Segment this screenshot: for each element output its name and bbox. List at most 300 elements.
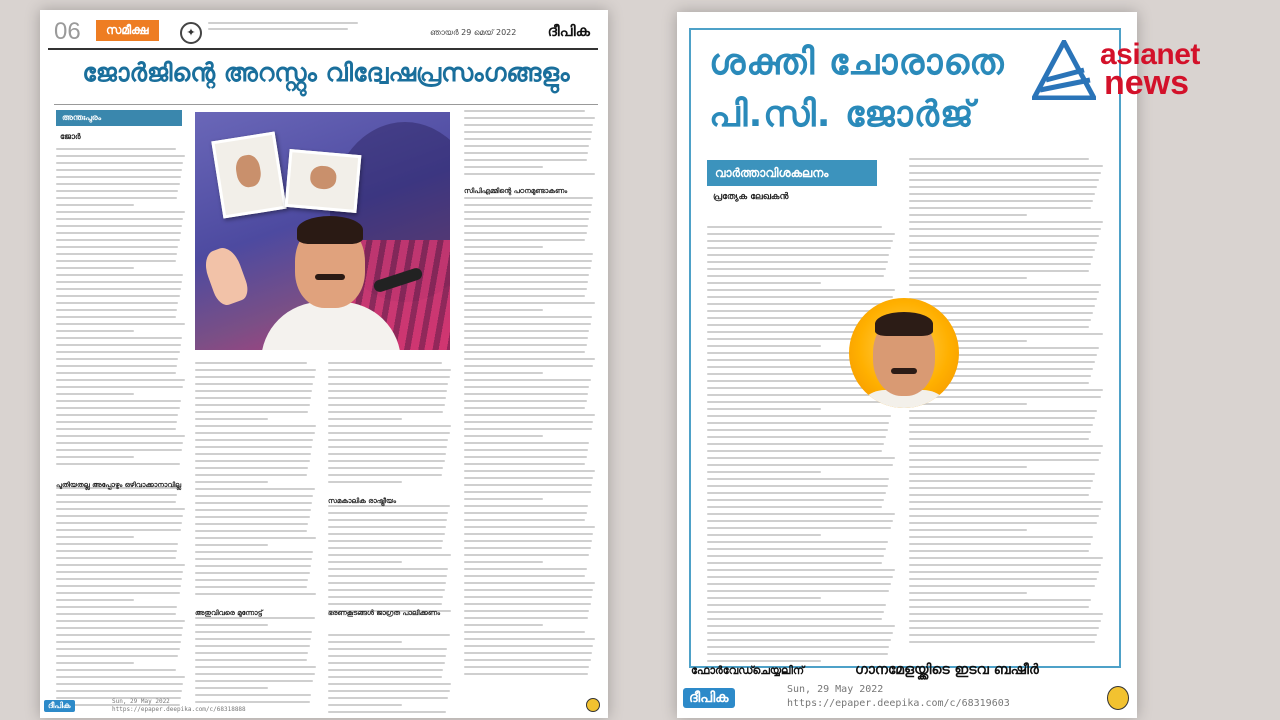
mascot-icon <box>586 698 600 712</box>
text-line <box>195 418 268 420</box>
text-line <box>464 582 595 584</box>
text-line <box>707 520 893 522</box>
text-line <box>56 344 181 346</box>
text-line <box>56 281 182 283</box>
text-line <box>909 186 1097 188</box>
text-line <box>909 592 1027 594</box>
text-line <box>707 485 888 487</box>
text-line <box>328 554 451 556</box>
text-line <box>464 288 587 290</box>
text-line <box>707 499 884 501</box>
text-line <box>464 547 591 549</box>
text-line <box>328 596 443 598</box>
text-line <box>464 365 593 367</box>
text-line <box>195 593 316 595</box>
asianet-logo-icon <box>1032 40 1096 100</box>
text-line <box>56 211 185 213</box>
text-line <box>464 281 588 283</box>
text-line <box>707 247 891 249</box>
watermark-word-2: news <box>1104 64 1190 102</box>
text-line <box>328 512 448 514</box>
text-line <box>195 551 313 553</box>
text-line <box>56 414 178 416</box>
page-header <box>48 16 598 50</box>
text-line <box>464 316 592 318</box>
text-line <box>56 295 180 297</box>
bottom-strip <box>687 662 1127 682</box>
text-line <box>707 254 889 256</box>
text-line <box>56 571 183 573</box>
text-line <box>328 390 447 392</box>
text-line <box>909 158 1089 160</box>
text-line <box>909 207 1091 209</box>
text-line <box>909 235 1099 237</box>
text-line <box>56 515 183 517</box>
text-line <box>195 537 316 539</box>
text-line <box>195 432 315 434</box>
text-line <box>707 597 821 599</box>
text-line <box>909 179 1099 181</box>
text-line <box>464 463 585 465</box>
mascot-icon <box>1107 686 1129 710</box>
text-line <box>195 439 313 441</box>
teaser-left: ഫോർവേഡ്ചെയ്യലിന് <box>691 664 805 677</box>
text-line <box>56 183 180 185</box>
section-label: സമീക്ഷ <box>96 20 159 41</box>
text-line <box>707 310 889 312</box>
text-line <box>707 548 886 550</box>
text-line <box>328 533 445 535</box>
text-line <box>464 505 588 507</box>
text-line <box>328 404 445 406</box>
footer-url[interactable]: https://epaper.deepika.com/c/68318888 <box>112 706 246 713</box>
text-line <box>909 487 1091 489</box>
kicker-label: വാർത്താവിശകലനം <box>707 160 877 186</box>
text-line <box>909 501 1103 503</box>
text-line <box>56 176 181 178</box>
text-line <box>464 274 589 276</box>
text-line <box>328 432 450 434</box>
text-line <box>707 513 895 515</box>
text-line <box>464 449 588 451</box>
text-line <box>909 550 1089 552</box>
text-line <box>707 464 893 466</box>
text-line <box>464 645 593 647</box>
text-line <box>56 522 182 524</box>
emblem-icon: ✦ <box>180 22 202 44</box>
text-line <box>56 564 185 566</box>
text-line <box>464 173 595 175</box>
text-line <box>707 443 884 445</box>
text-line <box>464 131 592 133</box>
text-line <box>464 246 543 248</box>
text-line <box>56 557 176 559</box>
text-line <box>464 575 585 577</box>
text-line <box>56 372 176 374</box>
subhead: പുതിയതല്ല അപ്പോഴും ഒഴിവാക്കാനാവില്ല <box>56 481 182 489</box>
text-line <box>195 376 315 378</box>
text-line <box>464 225 588 227</box>
text-line <box>195 369 316 371</box>
text-line <box>707 408 821 410</box>
text-line <box>909 298 1097 300</box>
text-line <box>56 323 185 325</box>
text-line <box>707 282 821 284</box>
text-line <box>195 460 310 462</box>
text-line <box>195 446 312 448</box>
text-line <box>195 474 307 476</box>
text-line <box>328 568 448 570</box>
text-line <box>56 288 181 290</box>
text-line <box>56 690 182 692</box>
subhead: സിപിഎമ്മിന്റെ പഠനമുണ്ടാകണം <box>464 187 568 195</box>
text-line <box>707 387 884 389</box>
text-line <box>56 627 183 629</box>
text-line <box>909 452 1101 454</box>
text-line <box>328 425 451 427</box>
text-line <box>56 613 176 615</box>
text-line <box>464 337 588 339</box>
text-line <box>909 473 1095 475</box>
text-line <box>707 576 893 578</box>
text-line <box>56 501 176 503</box>
text-line <box>328 439 448 441</box>
text-line <box>195 523 308 525</box>
text-line <box>195 558 312 560</box>
footer-logo: ദീപിക <box>683 688 735 708</box>
text-line <box>56 620 185 622</box>
byline: പ്രത്യേക ലേഖകൻ <box>713 192 789 202</box>
text-line <box>464 386 589 388</box>
text-line <box>464 295 585 297</box>
text-line <box>909 172 1101 174</box>
text-line <box>909 508 1101 510</box>
text-line <box>464 568 587 570</box>
text-line <box>707 590 889 592</box>
text-line <box>909 284 1101 286</box>
text-line <box>195 666 316 668</box>
text-line <box>707 457 895 459</box>
text-line <box>195 467 308 469</box>
text-line <box>464 526 595 528</box>
text-line <box>464 589 593 591</box>
text-line <box>707 226 882 228</box>
text-line <box>56 148 176 150</box>
text-line <box>464 666 589 668</box>
text-line <box>464 260 592 262</box>
text-line <box>909 291 1099 293</box>
text-line <box>909 410 1097 412</box>
text-line <box>707 506 882 508</box>
text-line <box>56 274 183 276</box>
text-line <box>464 124 593 126</box>
text-line <box>707 303 891 305</box>
text-line <box>328 460 445 462</box>
text-line <box>464 110 585 112</box>
text-line <box>464 631 585 633</box>
text-line <box>707 625 895 627</box>
text-line <box>464 673 588 675</box>
text-line <box>56 155 185 157</box>
text-line <box>56 302 178 304</box>
text-line <box>909 620 1101 622</box>
text-line <box>464 211 591 213</box>
watermark-word-1: asianet <box>1100 38 1200 71</box>
subhead: അതുവിവരെ മുന്നോട്ട് <box>195 609 263 617</box>
text-line <box>464 309 543 311</box>
text-line <box>909 571 1099 573</box>
text-line <box>464 344 587 346</box>
text-line <box>56 585 181 587</box>
text-line <box>464 330 589 332</box>
text-line <box>464 358 595 360</box>
text-line <box>328 662 445 664</box>
text-line <box>707 534 821 536</box>
text-line <box>195 502 312 504</box>
text-line <box>464 323 591 325</box>
text-line <box>56 225 182 227</box>
text-line <box>464 484 592 486</box>
footer-logo: ദീപിക <box>44 700 75 712</box>
text-line <box>464 400 587 402</box>
text-line <box>464 372 543 374</box>
text-line <box>195 495 313 497</box>
text-line <box>56 351 180 353</box>
text-line <box>56 365 177 367</box>
text-line <box>328 453 446 455</box>
text-line <box>56 337 182 339</box>
text-column <box>707 226 897 667</box>
text-line <box>464 603 591 605</box>
page-footer <box>44 698 600 714</box>
text-line <box>195 397 311 399</box>
text-line <box>909 424 1093 426</box>
text-line <box>909 494 1089 496</box>
text-line <box>464 407 585 409</box>
text-line <box>464 561 543 563</box>
text-line <box>464 533 593 535</box>
asianet-news-watermark <box>1032 38 1242 102</box>
text-line <box>909 221 1103 223</box>
text-line <box>909 200 1093 202</box>
text-line <box>707 541 888 543</box>
text-line <box>464 239 585 241</box>
text-line <box>464 117 595 119</box>
text-line <box>195 530 307 532</box>
text-line <box>195 652 308 654</box>
text-line <box>909 165 1103 167</box>
header-tagline <box>208 22 358 35</box>
text-line <box>464 624 543 626</box>
subhead: ഭരണകൂടങ്ങൾ ജാഗ്രത പാലിക്കണം <box>328 609 441 617</box>
text-line <box>328 418 402 420</box>
text-line <box>464 166 543 168</box>
text-line <box>464 159 587 161</box>
text-line <box>464 267 591 269</box>
text-line <box>56 543 178 545</box>
text-line <box>56 428 176 430</box>
text-line <box>707 289 895 291</box>
text-line <box>195 411 308 413</box>
text-line <box>56 407 180 409</box>
text-line <box>909 277 1027 279</box>
text-line <box>56 641 181 643</box>
text-line <box>56 508 185 510</box>
text-line <box>909 522 1097 524</box>
text-line <box>707 646 889 648</box>
text-line <box>328 519 447 521</box>
text-line <box>707 492 886 494</box>
text-line <box>56 218 183 220</box>
text-line <box>328 362 442 364</box>
portrait-photo <box>849 298 959 408</box>
text-line <box>328 690 450 692</box>
text-line <box>56 253 177 255</box>
text-line <box>56 683 183 685</box>
text-line <box>328 603 442 605</box>
byline: ജോർ <box>60 132 81 141</box>
text-line <box>56 634 182 636</box>
text-line <box>195 404 310 406</box>
text-line <box>328 683 451 685</box>
text-line <box>328 561 402 563</box>
text-line <box>195 516 310 518</box>
text-line <box>56 463 180 465</box>
text-line <box>909 242 1097 244</box>
text-line <box>707 233 895 235</box>
text-line <box>909 585 1095 587</box>
text-line <box>328 397 446 399</box>
footer-date: Sun, 29 May 2022 <box>112 698 170 705</box>
headline-line-1: ശക്തി ചോരാതെ <box>709 42 1005 83</box>
text-line <box>909 634 1097 636</box>
text-line <box>328 369 451 371</box>
text-line <box>56 162 183 164</box>
text-line <box>909 417 1095 419</box>
kicker-label: അന്തഃപുരം <box>56 110 182 126</box>
text-line <box>909 431 1091 433</box>
text-line <box>464 204 592 206</box>
text-line <box>464 659 591 661</box>
text-line <box>56 421 177 423</box>
text-line <box>328 540 443 542</box>
text-line <box>909 599 1091 601</box>
text-line <box>909 445 1103 447</box>
text-line <box>56 379 185 381</box>
text-line <box>195 645 310 647</box>
text-line <box>328 481 402 483</box>
text-line <box>328 547 442 549</box>
text-line <box>464 540 592 542</box>
text-line <box>56 599 134 601</box>
text-line <box>56 536 134 538</box>
text-line <box>195 481 268 483</box>
text-column <box>328 362 452 718</box>
text-line <box>909 228 1101 230</box>
text-line <box>909 466 1027 468</box>
text-line <box>328 634 450 636</box>
text-line <box>195 488 315 490</box>
page-headline: ജോർജിന്റെ അറസ്റ്റും വിദ്വേഷപ്രസംഗങ്ങളും <box>82 58 570 87</box>
text-line <box>328 526 446 528</box>
text-line <box>909 459 1099 461</box>
text-line <box>328 648 447 650</box>
text-line <box>328 641 402 643</box>
text-line <box>56 169 182 171</box>
text-line <box>707 394 882 396</box>
footer-date: Sun, 29 May 2022 <box>787 684 884 695</box>
text-line <box>464 351 585 353</box>
text-line <box>195 362 307 364</box>
text-line <box>56 309 177 311</box>
text-line <box>464 554 589 556</box>
text-line <box>909 305 1095 307</box>
text-line <box>56 578 182 580</box>
footer-url[interactable]: https://epaper.deepika.com/c/68319603 <box>787 698 1010 709</box>
text-line <box>464 498 543 500</box>
text-line <box>56 204 134 206</box>
text-line <box>909 606 1089 608</box>
text-line <box>464 652 592 654</box>
left-newspaper-page <box>40 10 608 718</box>
right-newspaper-page <box>677 12 1137 718</box>
text-line <box>56 246 178 248</box>
text-line <box>56 529 181 531</box>
text-line <box>707 639 891 641</box>
text-line <box>56 648 180 650</box>
text-line <box>56 662 134 664</box>
text-line <box>707 450 882 452</box>
text-line <box>195 586 307 588</box>
text-line <box>464 512 587 514</box>
page-number: 06 <box>54 18 81 45</box>
header-date: ഞായർ 29 മെയ് 2022 <box>430 28 517 37</box>
text-line <box>464 428 592 430</box>
text-line <box>909 536 1093 538</box>
text-line <box>707 422 889 424</box>
text-line <box>195 579 308 581</box>
text-line <box>909 256 1093 258</box>
text-line <box>707 583 891 585</box>
text-line <box>56 358 178 360</box>
text-line <box>56 330 134 332</box>
text-line <box>195 673 315 675</box>
text-line <box>328 575 447 577</box>
text-line <box>707 240 893 242</box>
text-line <box>195 680 313 682</box>
text-line <box>707 562 882 564</box>
text-line <box>707 296 893 298</box>
text-line <box>195 694 311 696</box>
text-line <box>707 604 886 606</box>
text-line <box>56 676 185 678</box>
text-line <box>56 239 180 241</box>
text-line <box>707 653 888 655</box>
text-line <box>56 260 176 262</box>
masthead-logo: ദീപിക <box>547 22 590 40</box>
text-line <box>195 544 268 546</box>
text-line <box>464 232 587 234</box>
text-line <box>707 275 884 277</box>
text-line <box>707 436 886 438</box>
text-line <box>707 555 884 557</box>
text-line <box>56 592 180 594</box>
text-line <box>707 478 889 480</box>
text-line <box>195 624 268 626</box>
text-line <box>328 655 446 657</box>
headline-line-2: പി.സി. ജോർജ് <box>709 94 975 135</box>
text-line <box>195 572 310 574</box>
